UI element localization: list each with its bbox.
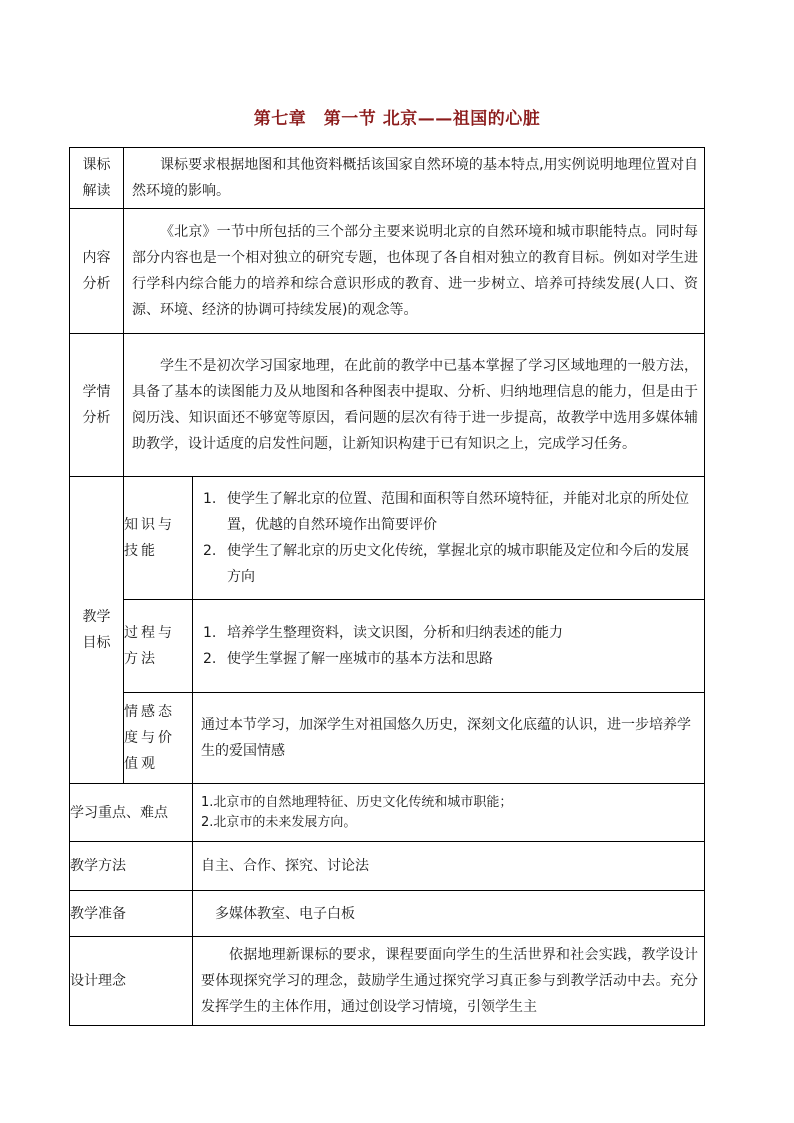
list-number: 1. [203, 491, 217, 507]
method-label-cell [70, 842, 193, 891]
row-objective-knowledge [70, 477, 705, 600]
key-points-content-cell [193, 784, 705, 842]
list-item [201, 486, 698, 538]
design-label-cell [70, 937, 193, 1026]
teaching-method-text: 自主、合作、探究、讨论法 [201, 858, 369, 874]
curriculum-label-cell [70, 148, 124, 209]
row-teaching-method [70, 842, 705, 891]
row-design-concept [70, 937, 705, 1026]
teaching-method-label: 教学方法 [70, 858, 126, 874]
learner-analysis-label: 学情分析 [82, 384, 111, 426]
design-concept-label: 设计理念 [70, 973, 126, 989]
knowledge-label-cell [124, 477, 193, 600]
knowledge-list [193, 486, 704, 590]
row-objective-process [70, 600, 705, 693]
attitude-label-cell [124, 693, 193, 784]
learner-analysis-cell [124, 334, 705, 477]
preparation-label: 教学准备 [70, 905, 126, 922]
page-title: 第七章 第一节 北京——祖国的心脏 [253, 109, 541, 129]
row-content-analysis [70, 209, 705, 334]
attitude-content-cell [193, 693, 705, 784]
key-point-line: 2.北京市的未来发展方向。 [201, 814, 357, 830]
row-curriculum [70, 148, 705, 209]
process-content-cell [193, 600, 705, 693]
row-preparation [70, 891, 705, 937]
knowledge-content-cell [193, 477, 705, 600]
preparation-label-cell [70, 891, 193, 937]
key-points-label: 学习重点、难点 [70, 804, 168, 821]
content-label-cell [70, 209, 124, 334]
list-number: 1. [203, 625, 217, 641]
process-list [193, 620, 704, 672]
preparation-content-cell [193, 891, 705, 937]
process-label-cell [124, 600, 193, 693]
list-number: 2. [203, 651, 217, 667]
content-analysis-cell [124, 209, 705, 334]
learner-label-cell [70, 334, 124, 477]
list-item [201, 620, 698, 646]
curriculum-content-cell [124, 148, 705, 209]
attitude-text: 通过本节学习，加深学生对祖国悠久历史，深刻文化底蕴的认识，进一步培养学生的爱国情感 [201, 717, 691, 759]
list-number: 2. [203, 543, 217, 559]
learner-analysis-text: 学生不是初次学习国家地理，在此前的教学中已基本掌握了学习区域地理的一般方法，具备了基本的读图能力及从地图和各种图表中提取、分析、归纳地理信息的能力，但是由于阅历浅、知识面还不够宽等原因，看问题的层次有待于进一步提高，故教学中选用多媒体辅助教学，设计适度的启发性问题，让新知识构建于已有知识之上，完成学习任务。 [132, 358, 699, 452]
objectives-label-cell [70, 477, 124, 784]
key-points-label-cell [70, 784, 193, 842]
list-item-text: 培养学生整理资料，读文识图，分析和归纳表述的能力 [227, 625, 563, 641]
key-points-lines [193, 793, 704, 833]
key-point-line: 1.北京市的自然地理特征、历史文化传统和城市职能； [201, 794, 513, 810]
list-item-text: 使学生了解北京的位置、范围和面积等自然环境特征，并能对北京的所处位置，优越的自然环境作出简要评价 [227, 491, 689, 533]
row-learner-analysis [70, 334, 705, 477]
list-item [201, 646, 698, 672]
method-content-cell [193, 842, 705, 891]
row-objective-attitude [70, 693, 705, 784]
design-concept-text: 依据地理新课标的要求，课程要面向学生的生活世界和社会实践，教学设计要体现探究学习的理念，鼓励学生通过探究学习真正参与到教学活动中去。充分发挥学生的主体作用，通过创设学习情境，引领学生主 [201, 947, 699, 1015]
content-analysis-text: 《北京》一节中所包括的三个部分主要来说明北京的自然环境和城市职能特点。同时每部分内容也是一个相对独立的研究专题，也体现了各自相对独立的教育目标。例如对学生进行学科内综合能力的培养和综合意识形成的教育、进一步树立、培养可持续发展(人口、资源、环境、经济的协调可持续发展)的观念等。 [132, 224, 699, 318]
list-item [201, 538, 698, 590]
content-analysis-label: 内容分析 [82, 250, 111, 292]
curriculum-label: 课标解读 [82, 157, 111, 199]
curriculum-text: 课标要求根据地图和其他资料概括该国家自然环境的基本特点,用实例说明地理位置对自然环境的影响。 [132, 157, 699, 199]
list-item-text: 使学生了解北京的历史文化传统，掌握北京的城市职能及定位和今后的发展方向 [227, 543, 689, 585]
process-method-label: 过程与方法 [124, 625, 175, 667]
knowledge-skills-label: 知识与技能 [124, 517, 175, 559]
list-item-text: 使学生掌握了解一座城市的基本方法和思路 [227, 651, 493, 667]
attitude-values-label: 情感态度与价值观 [124, 704, 175, 772]
row-key-points [70, 784, 705, 842]
objectives-label: 教学目标 [82, 609, 111, 651]
design-content-cell [193, 937, 705, 1026]
lesson-plan-table [69, 147, 705, 1026]
preparation-text: 多媒体教室、电子白板 [215, 905, 355, 922]
